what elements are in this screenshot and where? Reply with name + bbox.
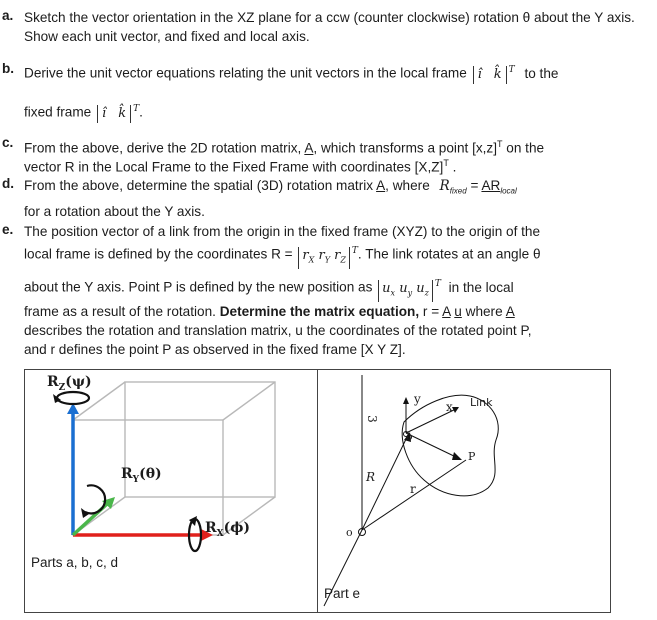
matrix-A: A <box>304 140 314 156</box>
text-part: r = <box>419 304 443 319</box>
rx-arg: (ϕ) <box>223 520 251 536</box>
text-part: in the local <box>448 279 514 295</box>
figure-right-panel <box>317 369 611 613</box>
rx-label <box>205 520 250 539</box>
question-label: e. <box>2 222 14 237</box>
transpose-mark: T <box>508 65 515 75</box>
question-label: a. <box>2 8 14 23</box>
r-x: r <box>302 247 309 263</box>
position-vector-R <box>298 247 349 270</box>
question-text: Sketch the vector orientation in the XZ plane for a ccw (counter clockwise) rotation θ about the Y axis. Show each unit vector, and fixed and local axis. <box>24 10 635 44</box>
text-part: From the above, derive the 2D rotation matrix, <box>24 140 302 156</box>
local-origin-label: o <box>406 430 413 443</box>
question-text-line6: and r defines the point P as observed in the fixed frame [X Y Z]. <box>24 342 406 357</box>
sub-y: Y <box>324 255 330 265</box>
matrix-A: A <box>442 304 451 319</box>
question-text-line2: for a rotation about the Y axis. <box>24 204 205 219</box>
text-part: . <box>448 159 457 175</box>
sub-x: x <box>390 288 396 298</box>
transpose-mark: T <box>497 139 503 149</box>
question-text <box>24 61 649 84</box>
unit-i: î <box>102 105 107 121</box>
point-vector-u <box>378 280 433 303</box>
text-part: on the <box>502 140 545 156</box>
matrix-A: A <box>505 304 515 319</box>
rotation-diagram <box>25 370 317 612</box>
transpose-mark: T <box>133 104 140 114</box>
rx-letter: R <box>205 520 217 536</box>
text-part: , which transforms a point [x,z] <box>313 140 497 156</box>
question-text-line2 <box>24 242 649 269</box>
transpose-mark: T <box>351 246 358 256</box>
fixed-unit-vector-matrix <box>97 105 131 123</box>
text-part: From the above, determine the spatial (3D) rotation matrix <box>24 178 374 193</box>
question-text-line1: The position vector of a link from the origin in the fixed frame (XYZ) to the origin of the <box>24 224 541 239</box>
text-part: , where <box>385 178 430 193</box>
ry-arg: (θ) <box>139 466 162 482</box>
R-label: R <box>366 470 376 484</box>
matrix-A: A <box>376 178 386 193</box>
link-label: Link <box>470 396 493 409</box>
r-y: r <box>318 247 325 263</box>
rz-sub: Z <box>58 382 66 393</box>
p-label: P <box>468 450 476 463</box>
question-label: c. <box>2 135 14 150</box>
transpose-mark: T <box>434 279 441 289</box>
cube-outline <box>73 382 275 535</box>
ry-label <box>121 466 162 485</box>
unit-k: k̂ <box>118 105 127 121</box>
text-part: frame as a result of the rotation. <box>24 304 216 319</box>
unit-k: k̂ <box>493 66 502 82</box>
question-label: b. <box>2 61 15 76</box>
vector-u-arrowhead <box>452 452 462 460</box>
subscript-local: local <box>500 186 517 196</box>
text-part: . The link rotates at an angle θ <box>357 246 541 262</box>
sub-z: Z <box>340 255 346 265</box>
figure-left-caption: Parts a, b, c, d <box>31 555 119 570</box>
local-y-arrowhead <box>403 397 409 404</box>
question-text-pre: Derive the unit vector equations relating the unit vectors in the local frame <box>24 65 467 81</box>
vector-u: u <box>454 304 462 319</box>
rz-rotation-arrow <box>57 392 89 404</box>
link-diagram <box>318 370 610 612</box>
fixed-origin-label: o <box>346 526 353 539</box>
text-part: local frame is defined by the coordinates R = <box>24 246 293 262</box>
question-text-line2 <box>24 154 649 177</box>
text-part: where <box>461 304 503 319</box>
equals: = <box>466 178 482 193</box>
question-text <box>24 176 649 201</box>
question-text-line4 <box>24 302 649 321</box>
question-text-post: to the <box>524 65 559 81</box>
unit-i: î <box>477 66 482 82</box>
subscript-fixed: fixed <box>449 186 467 196</box>
rz-label <box>47 374 92 393</box>
rx-sub: X <box>216 528 224 539</box>
r-z: r <box>334 247 341 263</box>
question-text-line3 <box>24 275 649 302</box>
question-text-line5: describes the rotation and translation matrix, u the coordinates of the rotated point P, <box>24 323 532 338</box>
sub-y: y <box>407 288 413 298</box>
y-label: y <box>414 392 421 406</box>
rz-letter: R <box>47 374 59 390</box>
figure-right-caption: Part e <box>324 586 361 601</box>
r-label: r <box>410 482 416 496</box>
sub-x: X <box>308 255 315 265</box>
x-label: x <box>446 400 453 414</box>
vector-AR: AR <box>481 178 501 193</box>
ry-rotation-arrow <box>85 485 105 513</box>
u-z: u <box>416 280 425 296</box>
rz-arg: (ψ) <box>65 374 92 390</box>
figure-left-panel <box>24 369 318 613</box>
text-part: vector R in the Local Frame to the Fixed Frame with coordinates [X,Z] <box>24 159 444 175</box>
bold-text: Determine the matrix equation, <box>219 304 420 319</box>
transpose-mark: T <box>443 158 449 168</box>
fixed-frame-text: fixed frame <box>24 104 92 120</box>
period: . <box>139 104 143 120</box>
vector-u <box>406 433 458 458</box>
ry-sub: Y <box>132 474 140 485</box>
question-text-line2 <box>24 100 649 123</box>
question-label: d. <box>2 176 15 191</box>
text-part: about the Y axis. Point P is defined by the new position as <box>24 279 373 295</box>
vector-R: R <box>439 178 450 194</box>
ry-letter: R <box>121 466 133 482</box>
u-x: u <box>382 280 391 296</box>
u-y: u <box>399 280 408 296</box>
local-unit-vector-matrix <box>473 66 507 84</box>
z-label: 3 <box>364 415 379 423</box>
sub-z: z <box>424 288 429 298</box>
